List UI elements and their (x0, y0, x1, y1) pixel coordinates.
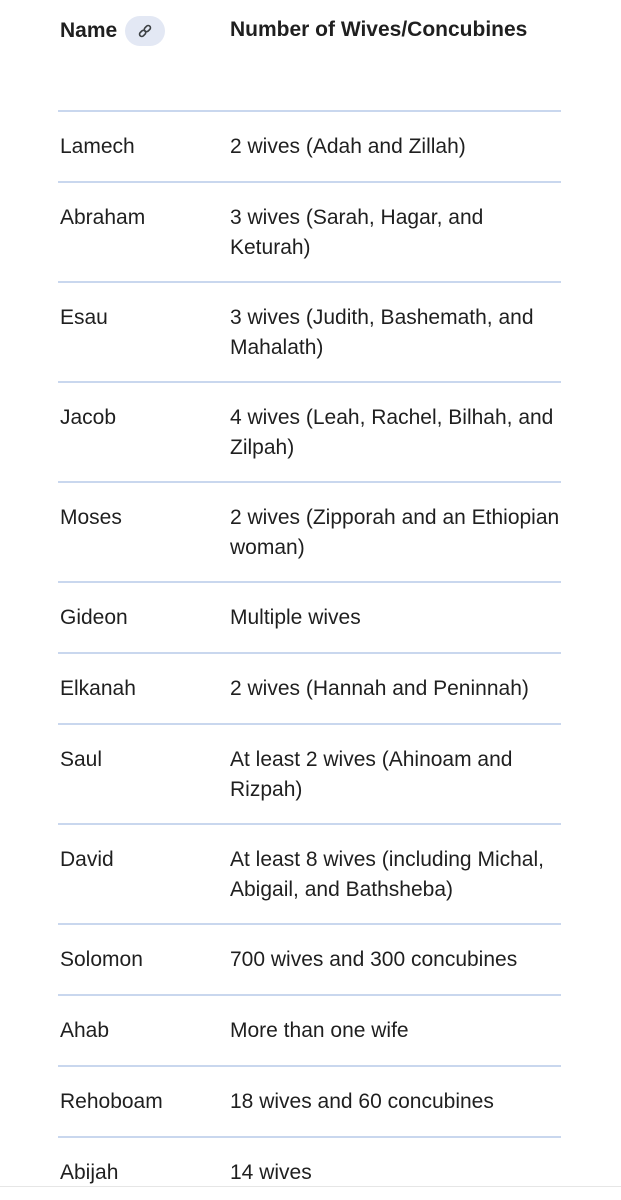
table-row (58, 1067, 561, 1138)
count-cell: At least 2 wives (Ahinoam and Rizpah) (230, 748, 513, 801)
table-row (58, 825, 561, 925)
name-header-label: Name (60, 19, 118, 42)
link-icon (136, 22, 154, 40)
count-cell: 3 wives (Judith, Bashemath, and Mahalath) (230, 306, 534, 359)
count-cell: 14 wives (230, 1161, 312, 1184)
table-row (58, 725, 561, 825)
wives-table (58, 0, 561, 1198)
count-cell: More than one wife (230, 1019, 409, 1042)
copy-link-button[interactable] (125, 16, 165, 46)
name-cell: Rehoboam (60, 1090, 163, 1113)
table-row (58, 183, 561, 283)
count-cell: 3 wives (Sarah, Hagar, and Keturah) (230, 206, 484, 259)
count-cell: At least 8 wives (including Michal, Abigail, and Bathsheba) (230, 848, 544, 901)
table-row (58, 925, 561, 996)
table-row (58, 483, 561, 583)
name-cell: Saul (60, 748, 103, 771)
name-cell: Moses (60, 506, 122, 529)
table-row (58, 112, 561, 183)
table-row (58, 654, 561, 725)
name-cell: Gideon (60, 606, 128, 629)
table-header-row (58, 0, 561, 112)
count-cell: 700 wives and 300 concubines (230, 948, 518, 971)
page-bottom-divider (0, 1186, 621, 1187)
table-row (58, 996, 561, 1067)
name-cell: Solomon (60, 948, 143, 971)
count-cell: Multiple wives (230, 606, 361, 629)
table-row (58, 383, 561, 483)
name-cell: Esau (60, 306, 108, 329)
count-cell: 18 wives and 60 concubines (230, 1090, 494, 1113)
name-cell: Abijah (60, 1161, 119, 1184)
name-cell: David (60, 848, 114, 871)
name-cell: Lamech (60, 135, 135, 158)
table-row (58, 583, 561, 654)
name-column-header (60, 16, 165, 46)
count-cell: 4 wives (Leah, Rachel, Bilhah, and Zilpah) (230, 406, 554, 459)
name-cell: Ahab (60, 1019, 110, 1042)
count-cell: 2 wives (Zipporah and an Ethiopian woman) (230, 506, 560, 559)
name-cell: Abraham (60, 206, 146, 229)
count-cell: 2 wives (Hannah and Peninnah) (230, 677, 529, 700)
table-row (58, 283, 561, 383)
name-cell: Elkanah (60, 677, 136, 700)
name-cell: Jacob (60, 406, 117, 429)
table-row (58, 1138, 561, 1198)
count-cell: 2 wives (Adah and Zillah) (230, 135, 466, 158)
count-column-header: Number of Wives/Concubines (230, 18, 528, 41)
